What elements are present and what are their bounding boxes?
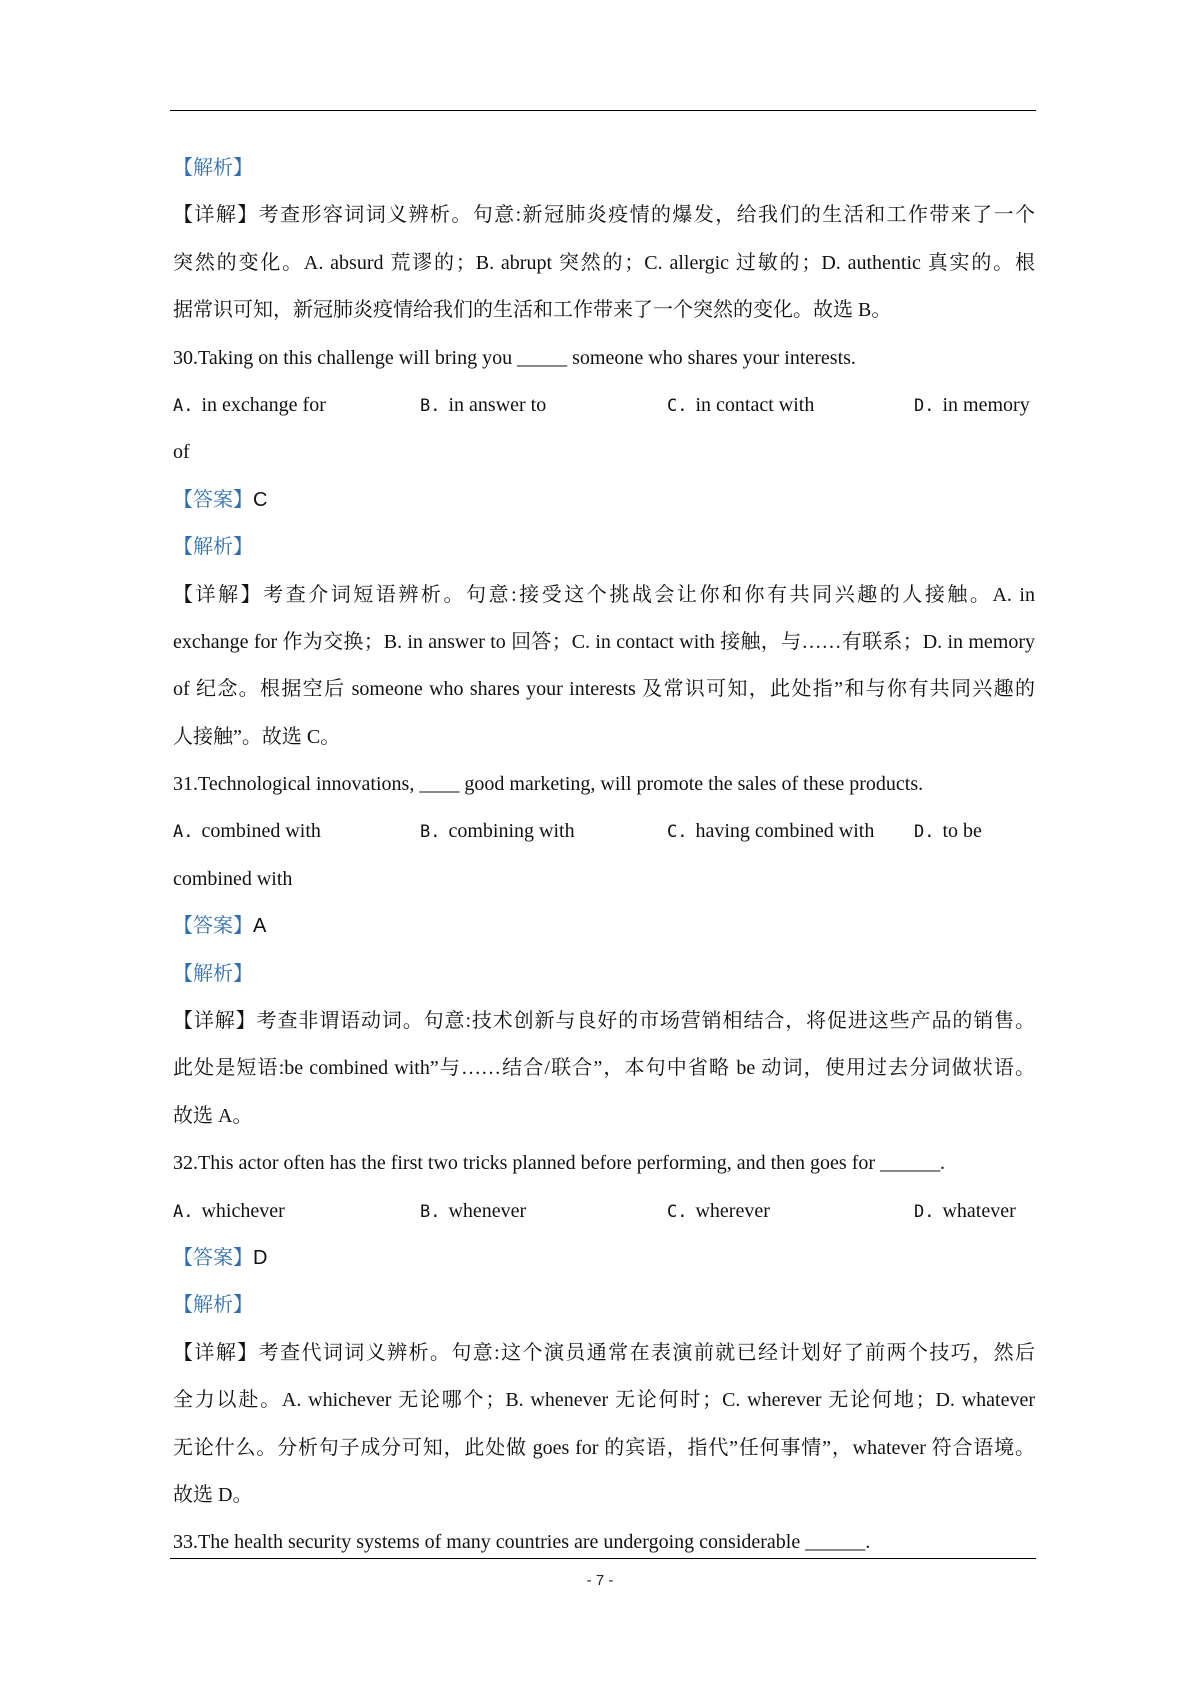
explanation-line: 据常识可知，新冠肺炎疫情给我们的生活和工作带来了一个突然的变化。故选 B。 xyxy=(173,299,892,322)
option-text: in exchange for xyxy=(201,393,326,416)
option-letter: B. xyxy=(420,395,441,416)
footer-rule xyxy=(170,1558,1036,1559)
option-a xyxy=(173,1188,420,1235)
option-letter: C. xyxy=(667,822,688,843)
option-a xyxy=(173,808,420,855)
option-text: whenever xyxy=(448,1199,527,1222)
option-text: to be xyxy=(942,820,982,843)
question-stem: 30.Taking on this challenge will bring you _____ someone who shares your interests. xyxy=(173,346,856,369)
option-continuation: combined with xyxy=(173,867,293,890)
option-d xyxy=(914,1188,1035,1235)
option-letter: D. xyxy=(914,1201,935,1222)
option-letter: A. xyxy=(173,1201,194,1222)
answer-line xyxy=(173,1235,1035,1282)
options-row xyxy=(173,382,1035,429)
option-d xyxy=(914,382,1035,429)
explanation-line: 故选 A。 xyxy=(173,1104,253,1127)
page-number: - 7 - xyxy=(586,1572,614,1589)
option-letter: D. xyxy=(914,395,935,416)
option-text: in answer to xyxy=(448,393,547,416)
option-text: combining with xyxy=(448,820,575,843)
analysis-label: 【解析】 xyxy=(173,536,253,559)
option-text: combined with xyxy=(201,820,321,843)
option-letter: C. xyxy=(667,395,688,416)
answer-label: 【答案】 xyxy=(173,915,253,938)
analysis-label: 【解析】 xyxy=(173,157,253,179)
explanation-line: 【详解】考查代词词义辨析。句意:这个演员通常在表演前就已经计划好了前两个技巧，然后 xyxy=(173,1341,1035,1364)
option-continuation: of xyxy=(173,441,190,464)
option-letter: C. xyxy=(667,1201,688,1222)
explanation-line: 【详解】考查介词短语辨析。句意:接受这个挑战会让你和你有共同兴趣的人接触。A. in xyxy=(173,583,1035,606)
option-text: in contact with xyxy=(695,393,815,416)
option-letter: A. xyxy=(173,822,194,843)
explanation-line: 人接触”。故选 C。 xyxy=(173,725,341,748)
explanation-line: of 纪念。根据空后 someone who shares your interests 及常识可知，此处指”和与你有共同兴趣的 xyxy=(173,678,1035,701)
option-b xyxy=(420,808,667,855)
answer-line xyxy=(173,903,1035,950)
question-stem: 33.The health security systems of many countries are undergoing considerable ______. xyxy=(173,1531,871,1554)
explanation-line: 故选 D。 xyxy=(173,1483,253,1506)
option-b xyxy=(420,382,667,429)
option-text: having combined with xyxy=(695,820,875,843)
option-a xyxy=(173,382,420,429)
explanation-line: 突然的变化。A. absurd 荒谬的；B. abrupt 突然的；C. allergic 过敏的；D. authentic 真实的。根 xyxy=(173,251,1035,274)
option-c xyxy=(667,382,914,429)
answer-line xyxy=(173,477,1035,524)
option-letter: A. xyxy=(173,395,194,416)
explanation-line: 此处是短语:be combined with”与……结合/联合”，本句中省略 be 动词，使用过去分词做状语。 xyxy=(173,1057,1035,1080)
answer-value: A xyxy=(253,915,267,938)
header-rule xyxy=(170,110,1036,111)
option-text: wherever xyxy=(695,1199,770,1222)
option-letter: B. xyxy=(420,822,441,843)
option-d xyxy=(914,808,1035,855)
options-row xyxy=(173,1188,1035,1235)
option-letter: B. xyxy=(420,1201,441,1222)
option-letter: D. xyxy=(914,822,935,843)
explanation-line: 全力以赴。A. whichever 无论哪个；B. whenever 无论何时；C. wherever 无论何地；D. whatever xyxy=(173,1389,1035,1412)
option-c xyxy=(667,808,914,855)
page-content xyxy=(173,145,1035,1567)
answer-value: D xyxy=(253,1246,268,1269)
answer-value: C xyxy=(253,488,268,511)
option-text: in memory xyxy=(942,393,1030,416)
analysis-label: 【解析】 xyxy=(173,962,253,985)
explanation-line: 【详解】考查非谓语动词。句意:技术创新与良好的市场营销相结合，将促进这些产品的销售。 xyxy=(173,1010,1035,1033)
question-stem: 32.This actor often has the first two tricks planned before performing, and then goes for ______. xyxy=(173,1152,946,1175)
option-c xyxy=(667,1188,914,1235)
option-b xyxy=(420,1188,667,1235)
explanation-line: 无论什么。分析句子成分可知，此处做 goes for 的宾语，指代”任何事情”，whatever 符合语境。 xyxy=(173,1436,1035,1459)
options-row xyxy=(173,808,1035,855)
explanation-line: exchange for 作为交换；B. in answer to 回答；C. in contact with 接触，与……有联系；D. in memory xyxy=(173,630,1035,653)
analysis-label: 【解析】 xyxy=(173,1294,253,1317)
option-text: whatever xyxy=(942,1199,1016,1222)
answer-label: 【答案】 xyxy=(173,488,253,511)
explanation-line: 【详解】考查形容词词义辨析。句意:新冠肺炎疫情的爆发，给我们的生活和工作带来了一个 xyxy=(173,204,1035,227)
option-text: whichever xyxy=(201,1199,285,1222)
answer-label: 【答案】 xyxy=(173,1246,253,1269)
question-stem: 31.Technological innovations, ____ good marketing, will promote the sales of these products. xyxy=(173,773,924,796)
